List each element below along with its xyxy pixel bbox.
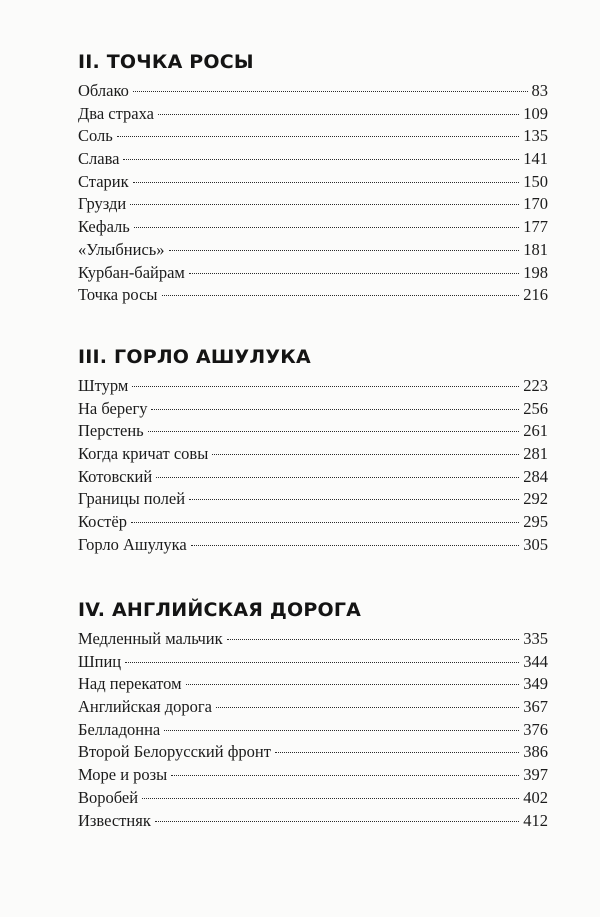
entry-title: Шпиц bbox=[78, 651, 122, 671]
toc-list bbox=[78, 628, 548, 832]
dot-leader bbox=[216, 707, 519, 708]
entry-title: Слава bbox=[78, 149, 120, 169]
dot-leader bbox=[158, 114, 519, 115]
dot-leader bbox=[155, 821, 519, 822]
entry-page-number: 261 bbox=[523, 421, 548, 441]
entry-title: Соль bbox=[78, 126, 113, 146]
dot-leader bbox=[275, 752, 519, 753]
entry-page-number: 223 bbox=[523, 376, 548, 395]
toc-entry bbox=[78, 80, 548, 103]
entry-title: Воробей bbox=[78, 787, 139, 807]
entry-page-number: 141 bbox=[523, 149, 548, 169]
toc-entry bbox=[78, 193, 548, 216]
entry-page-number: 150 bbox=[523, 171, 548, 191]
dot-leader bbox=[189, 273, 519, 274]
dot-leader bbox=[169, 250, 520, 251]
entry-page-number: 109 bbox=[523, 103, 548, 123]
entry-title: Два страха bbox=[78, 103, 154, 123]
entry-page-number: 376 bbox=[523, 719, 548, 739]
dot-leader bbox=[133, 182, 520, 183]
dot-leader bbox=[191, 545, 520, 546]
toc-entry bbox=[78, 651, 548, 674]
entry-title: На берегу bbox=[78, 398, 148, 418]
dot-leader bbox=[133, 91, 528, 92]
entry-title: Облако bbox=[78, 81, 129, 100]
entry-page-number: 386 bbox=[523, 742, 548, 762]
toc-entry bbox=[78, 719, 548, 742]
toc-section-ii bbox=[78, 48, 548, 307]
entry-title: Старик bbox=[78, 171, 129, 191]
dot-leader bbox=[212, 454, 519, 455]
toc-section-iv bbox=[78, 596, 548, 832]
toc-entry bbox=[78, 741, 548, 764]
entry-title: Второй Белорусский фронт bbox=[78, 742, 271, 762]
dot-leader bbox=[117, 136, 519, 137]
entry-title: Перстень bbox=[78, 421, 144, 441]
toc-entry bbox=[78, 171, 548, 194]
entry-title: Горло Ашулука bbox=[78, 534, 187, 554]
entry-title: Медленный мальчик bbox=[78, 629, 223, 648]
section-title: II. ТОЧКА РОСЫ bbox=[78, 51, 254, 73]
toc-entry bbox=[78, 125, 548, 148]
entry-page-number: 412 bbox=[523, 810, 548, 830]
toc-entry bbox=[78, 420, 548, 443]
toc-section-iii bbox=[78, 343, 548, 557]
entry-title: Английская дорога bbox=[78, 697, 212, 717]
entry-page-number: 349 bbox=[523, 674, 548, 694]
toc-list bbox=[78, 80, 548, 307]
toc-entry bbox=[78, 103, 548, 126]
entry-page-number: 135 bbox=[523, 126, 548, 146]
entry-page-number: 281 bbox=[523, 444, 548, 464]
entry-page-number: 83 bbox=[531, 81, 548, 100]
entry-title: Котовский bbox=[78, 466, 153, 486]
dot-leader bbox=[142, 798, 519, 799]
entry-title: Точка росы bbox=[78, 285, 158, 305]
entry-title: Кефаль bbox=[78, 217, 130, 237]
dot-leader bbox=[156, 477, 519, 478]
entry-page-number: 367 bbox=[523, 697, 548, 717]
dot-leader bbox=[164, 730, 519, 731]
entry-title: Границы полей bbox=[78, 489, 186, 509]
toc-entry bbox=[78, 764, 548, 787]
entry-page-number: 177 bbox=[523, 217, 548, 237]
section-title: III. ГОРЛО АШУЛУКА bbox=[78, 346, 311, 368]
dot-leader bbox=[227, 639, 520, 640]
entry-page-number: 216 bbox=[523, 285, 548, 305]
toc-entry bbox=[78, 696, 548, 719]
toc-entry bbox=[78, 443, 548, 466]
dot-leader bbox=[148, 431, 520, 432]
dot-leader bbox=[125, 662, 519, 663]
toc-entry bbox=[78, 511, 548, 534]
toc-entry bbox=[78, 628, 548, 651]
entry-title: «Улыбнись» bbox=[78, 239, 165, 259]
entry-page-number: 344 bbox=[523, 651, 548, 671]
toc-entry bbox=[78, 534, 548, 557]
entry-title: Над перекатом bbox=[78, 674, 182, 694]
dot-leader bbox=[189, 499, 519, 500]
dot-leader bbox=[123, 159, 519, 160]
dot-leader bbox=[134, 227, 519, 228]
dot-leader bbox=[132, 386, 519, 387]
entry-page-number: 335 bbox=[523, 629, 548, 648]
entry-title: Курбан-байрам bbox=[78, 262, 185, 282]
toc-entry bbox=[78, 488, 548, 511]
toc-entry bbox=[78, 787, 548, 810]
toc-entry bbox=[78, 466, 548, 489]
entry-page-number: 181 bbox=[523, 239, 548, 259]
entry-page-number: 292 bbox=[523, 489, 548, 509]
toc-entry bbox=[78, 810, 548, 833]
dot-leader bbox=[171, 775, 519, 776]
entry-page-number: 402 bbox=[523, 787, 548, 807]
toc-entry bbox=[78, 284, 548, 307]
dot-leader bbox=[130, 204, 519, 205]
dot-leader bbox=[162, 295, 520, 296]
dot-leader bbox=[151, 409, 519, 410]
toc-entry bbox=[78, 239, 548, 262]
entry-title: Штурм bbox=[78, 376, 129, 395]
toc-entry bbox=[78, 673, 548, 696]
toc-entry bbox=[78, 375, 548, 398]
section-title: IV. АНГЛИЙСКАЯ ДОРОГА bbox=[78, 599, 362, 621]
entry-page-number: 397 bbox=[523, 765, 548, 785]
entry-title: Грузди bbox=[78, 194, 127, 214]
entry-page-number: 170 bbox=[523, 194, 548, 214]
entry-title: Известняк bbox=[78, 810, 151, 830]
entry-title: Белладонна bbox=[78, 719, 161, 739]
toc-entry bbox=[78, 398, 548, 421]
toc-entry bbox=[78, 216, 548, 239]
dot-leader bbox=[131, 522, 519, 523]
entry-title: Море и розы bbox=[78, 765, 168, 785]
entry-title: Когда кричат совы bbox=[78, 444, 209, 464]
toc-entry bbox=[78, 148, 548, 171]
entry-page-number: 256 bbox=[523, 398, 548, 418]
entry-page-number: 295 bbox=[523, 512, 548, 532]
entry-page-number: 305 bbox=[523, 534, 548, 554]
dot-leader bbox=[186, 684, 520, 685]
entry-page-number: 198 bbox=[523, 262, 548, 282]
entry-title: Костёр bbox=[78, 512, 127, 532]
toc-entry bbox=[78, 262, 548, 285]
entry-page-number: 284 bbox=[523, 466, 548, 486]
toc-list bbox=[78, 375, 548, 557]
